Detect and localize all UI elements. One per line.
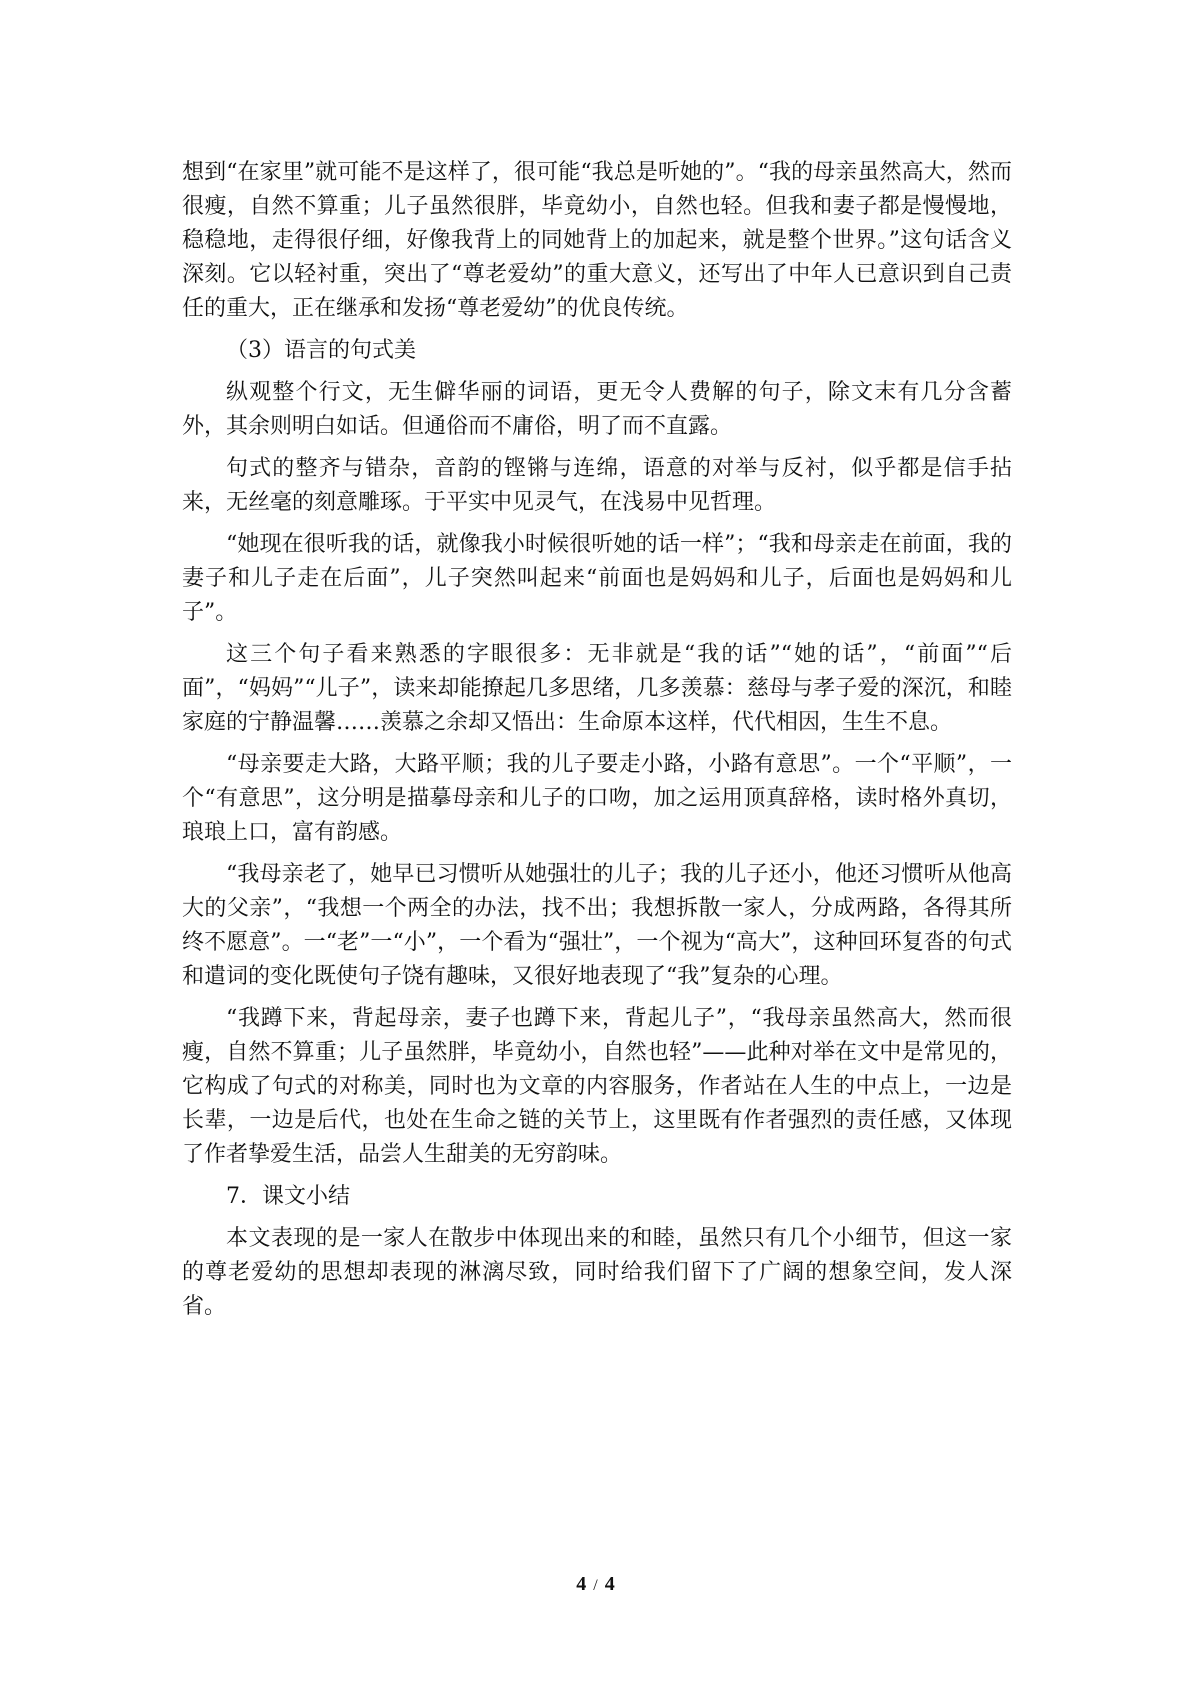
paragraph: 句式的整齐与错杂，音韵的铿锵与连绵，语意的对举与反衬，似乎都是信手拈来，无丝毫的刻意雕琢。于平实中见灵气，在浅易中见哲理。: [182, 456, 1012, 515]
paragraph: 这三个句子看来熟悉的字眼很多：无非就是“我的话”“她的话”，“前面”“后面”，“妈妈”“儿子”，读来却能撩起几多思绪，几多羡慕：慈母与孝子爱的深沉，和睦家庭的宁静温馨……羡慕之余却又悟出：生命原本这样，代代相因，生生不息。: [182, 642, 1012, 735]
paragraph: “我蹲下来，背起母亲，妻子也蹲下来，背起儿子”，“我母亲虽然高大，然而很瘦，自然不算重；儿子虽然胖，毕竟幼小，自然也轻”——此种对举在文中是常见的，它构成了句式的对称美，同时也为文章的内容服务，作者站在人生的中点上，一边是长辈，一边是后代，也处在生命之链的关节上，这里既有作者强烈的责任感，又体现了作者挚爱生活，品尝人生甜美的无穷韵味。: [182, 1006, 1012, 1167]
paragraph: “她现在很听我的话，就像我小时候很听她的话一样”；“我和母亲走在前面，我的妻子和儿子走在后面”，儿子突然叫起来“前面也是妈妈和儿子，后面也是妈妈和儿子”。: [182, 532, 1012, 625]
total-pages-number: 4: [604, 1573, 615, 1595]
document-body: [182, 156, 1012, 1332]
paragraph: 本文表现的是一家人在散步中体现出来的和睦，虽然只有几个小细节，但这一家的尊老爱幼的思想却表现的淋漓尽致，同时给我们留下了广阔的想象空间，发人深省。: [182, 1226, 1012, 1319]
page-number: [0, 1573, 1191, 1596]
paragraph: 纵观整个行文，无生僻华丽的词语，更无令人费解的句子，除文末有几分含蓄外，其余则明白如话。但通俗而不庸俗，明了而不直露。: [182, 380, 1012, 439]
paragraph: “我母亲老了，她早已习惯听从她强壮的儿子；我的儿子还小，他还习惯听从他高大的父亲”，“我想一个两全的办法，找不出；我想拆散一家人，分成两路，各得其所终不愿意”。一“老”一“小”，一个看为“强壮”，一个视为“高大”，这种回环复沓的句式和遣词的变化既使句子饶有趣味，又很好地表现了“我”复杂的心理。: [182, 862, 1012, 989]
paragraph: “母亲要走大路，大路平顺；我的儿子要走小路，小路有意思”。一个“平顺”，一个“有意思”，这分明是描摹母亲和儿子的口吻，加之运用顶真辞格，读时格外真切，琅琅上口，富有韵感。: [182, 752, 1012, 845]
current-page-number: 4: [576, 1573, 587, 1595]
section-heading-sentence-beauty: （3）语言的句式美: [226, 338, 416, 363]
section-heading-summary: 7．课文小结: [226, 1184, 350, 1209]
page-number-separator: /: [593, 1577, 598, 1594]
paragraph-continued: 想到“在家里”就可能不是这样了，很可能“我总是听她的”。“我的母亲虽然高大，然而很瘦，自然不算重；儿子虽然很胖，毕竟幼小，自然也轻。但我和妻子都是慢慢地，稳稳地，走得很仔细，好像我背上的同她背上的加起来，就是整个世界。”这句话含义深刻。它以轻衬重，突出了“尊老爱幼”的重大意义，还写出了中年人已意识到自己责任的重大，正在继承和发扬“尊老爱幼”的优良传统。: [182, 160, 1012, 321]
